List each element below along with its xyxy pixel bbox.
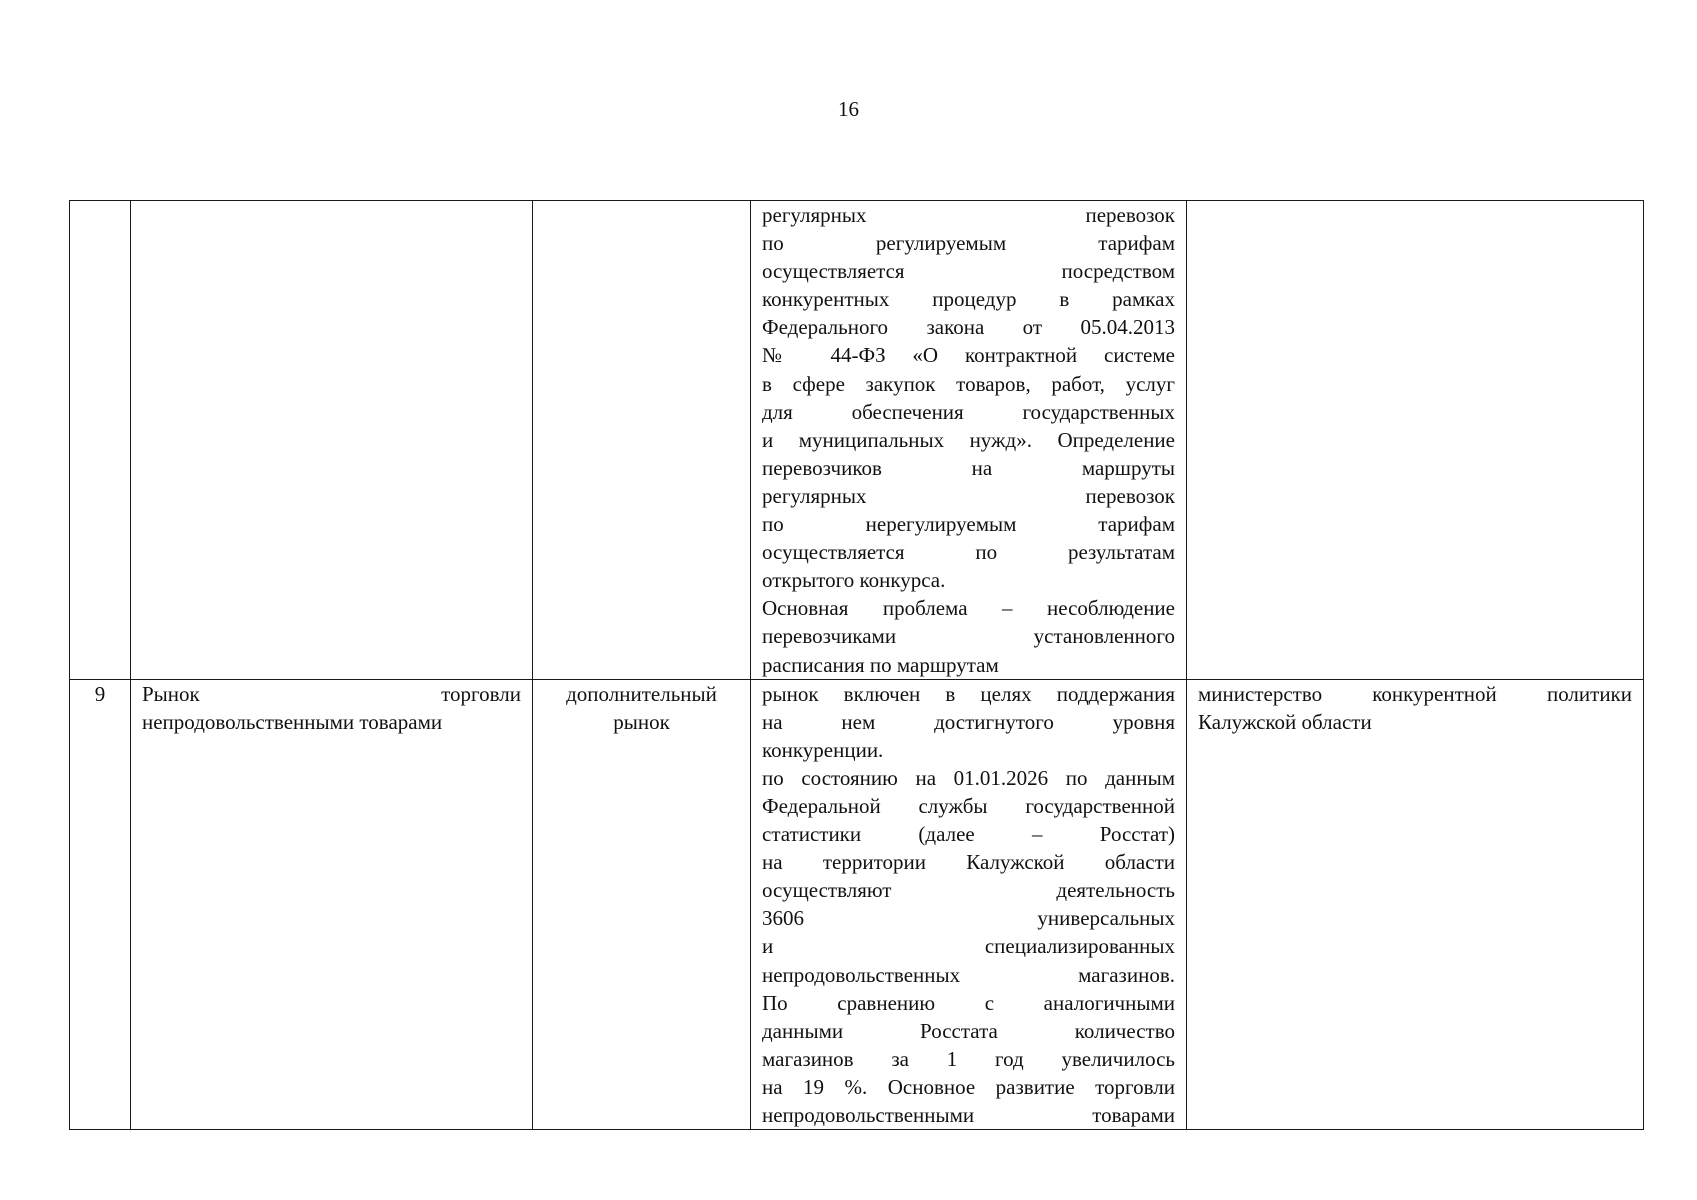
description-line: конкурентных процедур в рамках — [762, 287, 1175, 312]
description-line: осуществляется по результатам — [762, 540, 1175, 565]
description-line: статистики (далее – Росстат) — [762, 822, 1175, 847]
description-line: на территории Калужской области — [762, 850, 1175, 875]
description-cell — [751, 679, 1187, 1130]
description-line: перевозчиками установленного — [762, 624, 1175, 649]
description-line: данными Росстата количество — [762, 1018, 1175, 1043]
description-line: в сфере закупок товаров, работ, услуг — [762, 371, 1175, 396]
description-line: регулярных перевозок — [762, 483, 1175, 508]
market-type-line: дополнительный — [566, 681, 717, 706]
market-name-line: Рынок торговли — [142, 681, 521, 706]
responsible-cell — [1187, 679, 1644, 1130]
description-line: № 44-ФЗ «О контрактной системе — [762, 343, 1175, 368]
page-number: 16 — [838, 97, 859, 121]
description-line: рынок включен в целях поддержания — [762, 681, 1175, 706]
description-line: осуществляют деятельность — [762, 878, 1175, 903]
description-line: Основная проблема – несоблюдение — [762, 596, 1175, 621]
market-name-cell — [131, 679, 533, 1130]
description-line: Федерального закона от 05.04.2013 — [762, 315, 1175, 340]
description-line: По сравнению с аналогичными — [762, 990, 1175, 1015]
description-line: непродовольственных магазинов. — [762, 962, 1175, 987]
description-line: осуществляется посредством — [762, 259, 1175, 284]
description-line: регулярных перевозок — [762, 203, 1175, 227]
document-table — [69, 200, 1644, 1130]
description-cell — [751, 201, 1187, 680]
description-line: расписания по маршрутам — [762, 652, 999, 677]
market-name-cell — [131, 201, 533, 680]
responsible-line: Калужской области — [1198, 709, 1372, 734]
description-line: Федеральной службы государственной — [762, 793, 1175, 818]
description-line: и муниципальных нужд». Определение — [762, 427, 1175, 452]
table-row — [70, 679, 1644, 1130]
row-number-cell: 9 — [70, 679, 131, 1130]
responsible-cell — [1187, 201, 1644, 680]
row-number-cell — [70, 201, 131, 680]
description-text — [762, 680, 1175, 1130]
description-line: конкуренции. — [762, 737, 884, 762]
market-type-line: рынок — [613, 709, 670, 734]
description-line: перевозчиков на маршруты — [762, 455, 1175, 480]
description-line: на нем достигнутого уровня — [762, 709, 1175, 734]
description-line: по нерегулируемым тарифам — [762, 512, 1175, 537]
description-line: непродовольственными товарами — [762, 1103, 1175, 1127]
market-type-cell — [533, 679, 751, 1130]
market-type-cell — [533, 201, 751, 680]
description-line: для обеспечения государственных — [762, 399, 1175, 424]
market-name-line: непродовольственными товарами — [142, 709, 443, 734]
description-line: и специализированных — [762, 934, 1175, 959]
description-line: по регулируемым тарифам — [762, 231, 1175, 256]
description-line: по состоянию на 01.01.2026 по данным — [762, 765, 1175, 790]
description-text — [762, 201, 1175, 679]
description-line: открытого конкурса. — [762, 568, 946, 593]
description-line: на 19 %. Основное развитие торговли — [762, 1074, 1175, 1099]
table-row — [70, 201, 1644, 680]
description-line: магазинов за 1 год увеличилось — [762, 1046, 1175, 1071]
description-line: 3606 универсальных — [762, 906, 1175, 931]
responsible-line: министерство конкурентной политики — [1198, 681, 1632, 706]
